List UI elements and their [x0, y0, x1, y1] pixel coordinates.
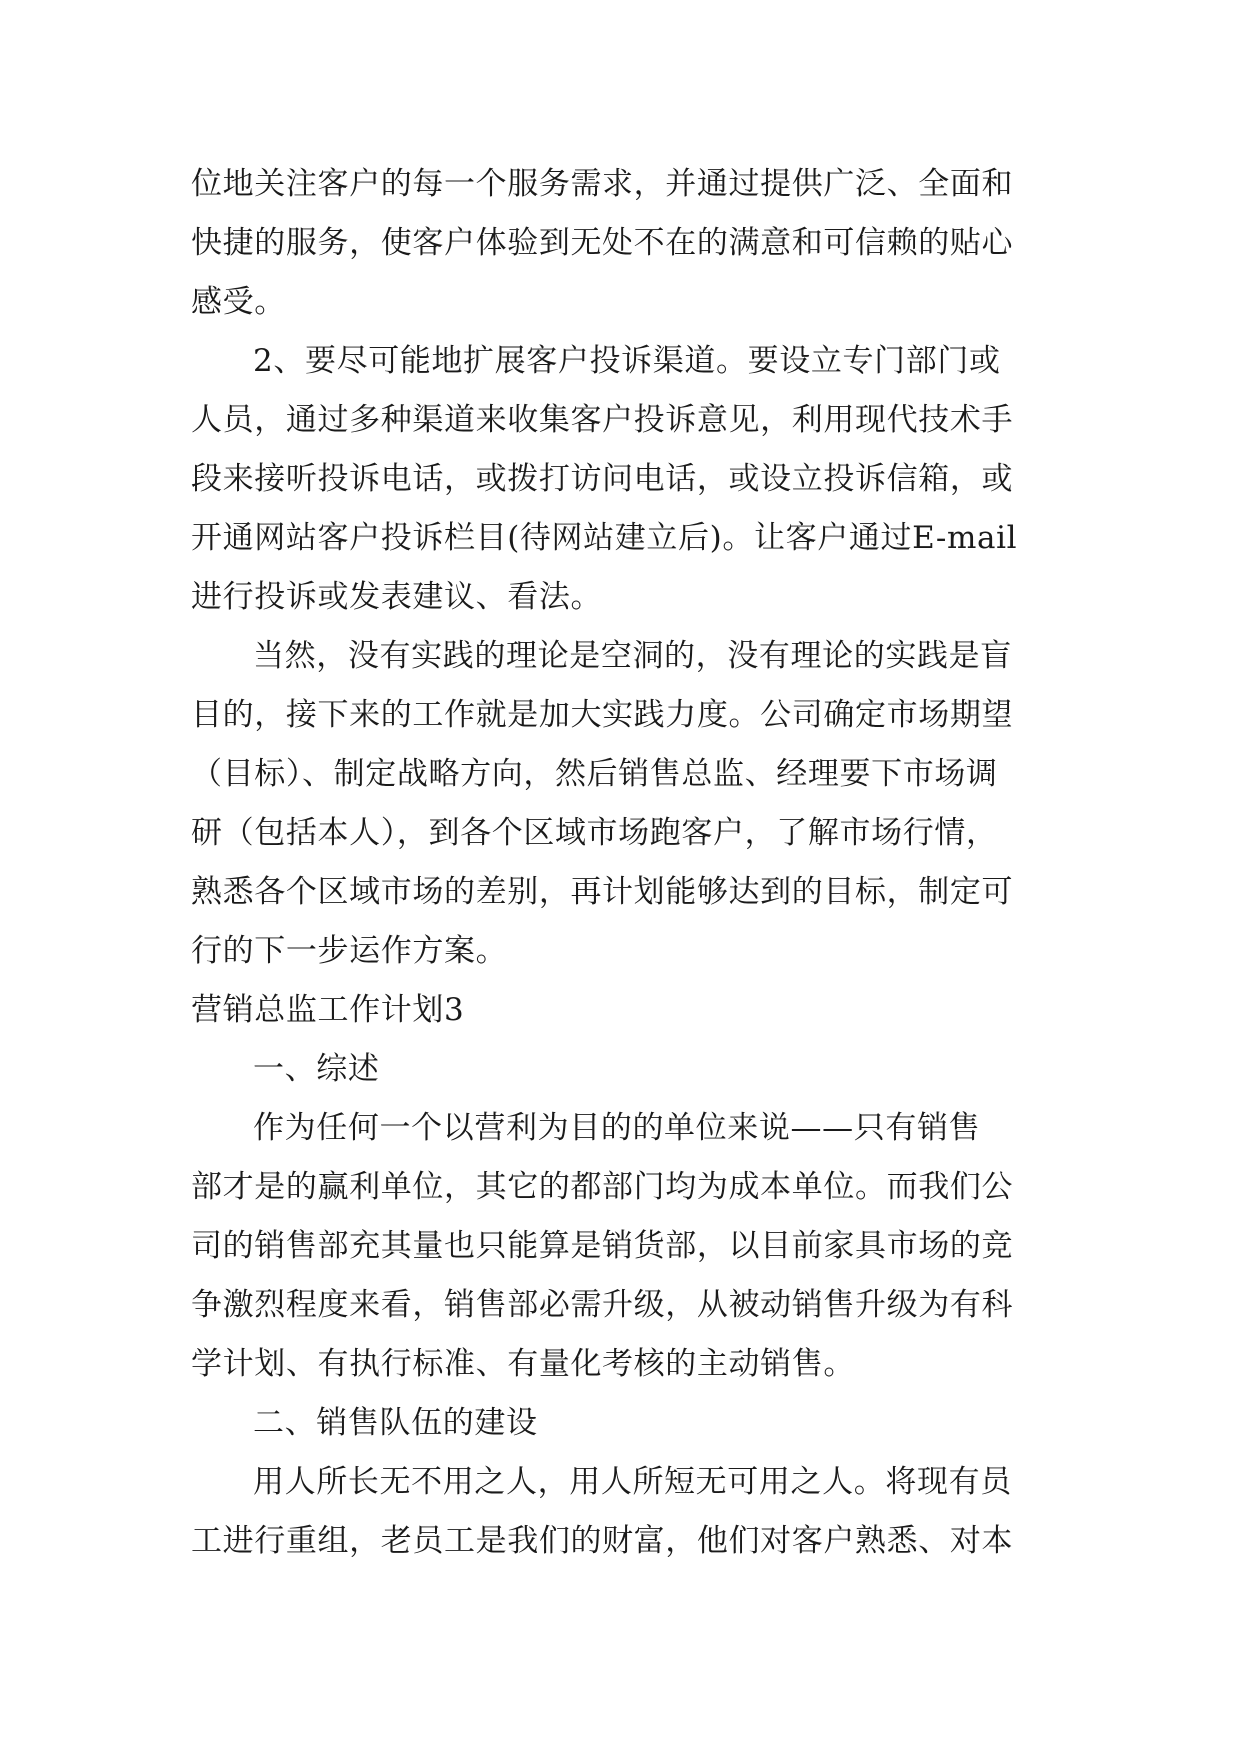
- text-line: 用人所长无不用之人，用人所短无可用之人。将现有员: [253, 1464, 1012, 1500]
- text-line: 段来接听投诉电话，或拨打访问电话，或设立投诉信箱，或: [191, 461, 1014, 497]
- text-line: 二、销售队伍的建设: [253, 1405, 538, 1441]
- text-line: 位地关注客户的每一个服务需求，并通过提供广泛、全面和: [191, 166, 1014, 202]
- text-line: 争激烈程度来看，销售部必需升级，从被动销售升级为有科: [191, 1287, 1014, 1323]
- text-line: 熟悉各个区域市场的差别，再计划能够达到的目标，制定可: [191, 874, 1014, 910]
- text-line: 行的下一步运作方案。: [191, 933, 508, 969]
- text-line: 进行投诉或发表建议、看法。: [191, 579, 603, 615]
- text-line: 研（包括本人），到各个区域市场跑客户，了解市场行情，: [191, 815, 998, 851]
- text-line: 司的销售部充其量也只能算是销货部，以目前家具市场的竞: [191, 1228, 1014, 1264]
- text-line: 开通网站客户投诉栏目(待网站建立后)。让客户通过E-mail: [191, 520, 1018, 556]
- text-line: 2、要尽可能地扩展客户投诉渠道。要设立专门部门或: [253, 343, 1001, 379]
- text-line: 目的，接下来的工作就是加大实践力度。公司确定市场期望: [191, 697, 1014, 733]
- text-line: 人员，通过多种渠道来收集客户投诉意见，利用现代技术手: [191, 402, 1014, 438]
- text-line: 快捷的服务，使客户体验到无处不在的满意和可信赖的贴心: [191, 225, 1014, 261]
- text-line: 一、综述: [253, 1051, 380, 1087]
- text-line: 部才是的赢利单位，其它的都部门均为成本单位。而我们公: [191, 1169, 1014, 1205]
- text-line: 学计划、有执行标准、有量化考核的主动销售。: [191, 1346, 856, 1382]
- text-line: 作为任何一个以营利为目的的单位来说——只有销售: [253, 1110, 981, 1146]
- text-line: 当然，没有实践的理论是空洞的，没有理论的实践是盲: [253, 638, 1012, 674]
- document-body: [191, 155, 1051, 1571]
- text-line: 工进行重组，老员工是我们的财富，他们对客户熟悉、对本: [191, 1523, 1014, 1559]
- text-line: 感受。: [191, 284, 286, 320]
- text-line: （目标）、制定战略方向，然后销售总监、经理要下市场调: [191, 756, 998, 792]
- text-line: 营销总监工作计划3: [191, 992, 465, 1028]
